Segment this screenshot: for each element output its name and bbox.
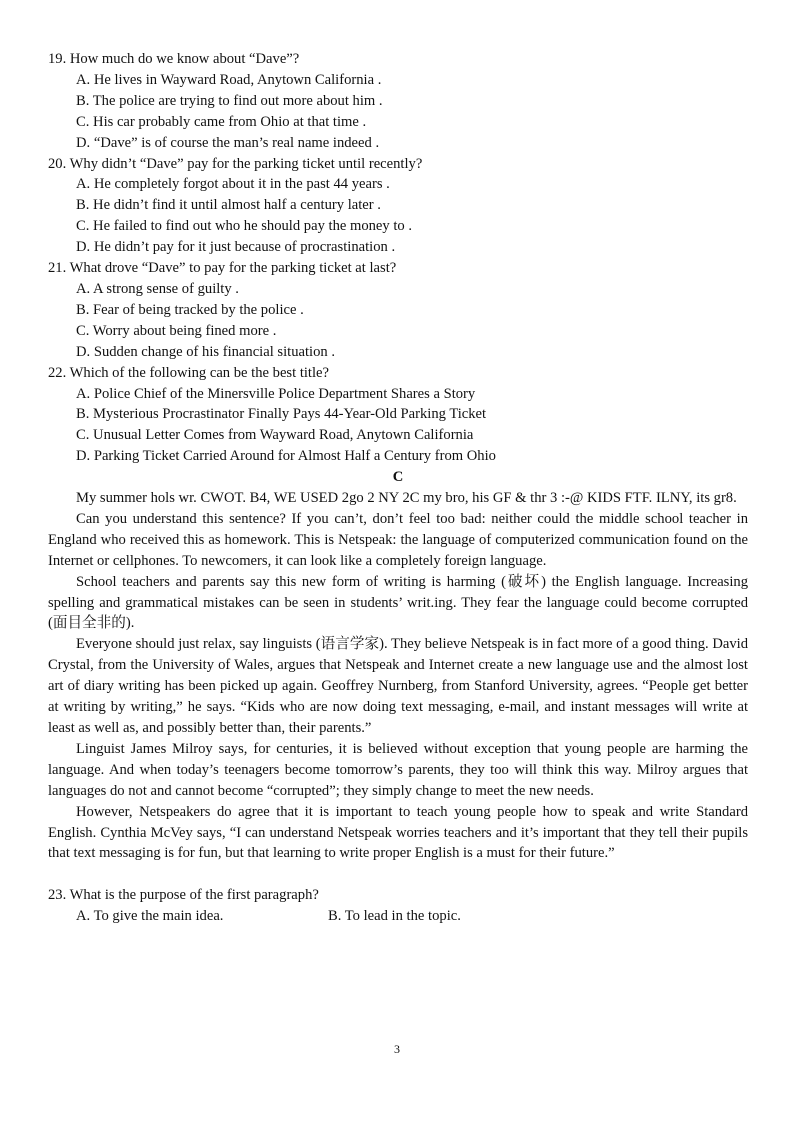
option-c: C. His car probably came from Ohio at that time . — [76, 113, 367, 130]
question-22 — [48, 363, 748, 468]
passage-paragraph: However, Netspeakers do agree that it is important to teach young people how to speak and write Standard English. Cynthia McVey says, “I can understand Netspeak worries teachers and it’s important that they tell their pupils that text messaging is for fun, but that learning to write proper English is a must for their future.” — [48, 803, 748, 862]
option-d: D. Parking Ticket Carried Around for Almost Half a Century from Ohio — [76, 448, 496, 465]
passage-paragraph: Can you understand this sentence? If you can’t, don’t feel too bad: neither could the middle school teacher in England who received this as homework. This is Netspeak: the language of computerized communication found on the Internet or cellphones. To newcomers, it can look like a completely foreign language. — [48, 510, 748, 569]
option-d: D. “Dave” is of course the man’s real name indeed . — [76, 134, 380, 151]
question-19 — [48, 49, 748, 154]
question-20 — [48, 154, 748, 259]
question-23 — [48, 885, 748, 927]
option-b: B. He didn’t find it until almost half a century later . — [76, 197, 381, 214]
section-heading: C — [392, 469, 404, 486]
option-a: A. A strong sense of guilty . — [76, 280, 239, 297]
option-a: A. To give the main idea. — [76, 908, 224, 925]
question-stem: 21. What drove “Dave” to pay for the parking ticket at last? — [48, 260, 397, 277]
passage-paragraph: Linguist James Milroy says, for centuries, it is believed without exception that young people are harming the language. And when today’s teenagers become tomorrow’s parents, they too will think this way. Milroy argues that languages do not and cannot become “corrupted”; they simply change to meet the new needs. — [48, 740, 748, 799]
question-21 — [48, 258, 748, 363]
passage — [48, 488, 748, 864]
option-d: D. He didn’t pay for it just because of procrastination . — [76, 239, 396, 256]
passage-paragraph: Everyone should just relax, say linguists (语言学家). They believe Netspeak is in fact more of a good thing. David Crystal, from the University of Wales, argues that Netspeak and Internet create a new language use and the almost lost art of diary writing has been picked up again. Geoffrey Nurnberg, from Stanford University, agrees. “People get better at writing by writing,” he says. “Kids who are now doing text messaging, e-mail, and instant messages will write at least as well as, and possibly better than, their parents.” — [48, 636, 748, 736]
options-row — [48, 906, 748, 927]
option-b: B. To lead in the topic. — [328, 908, 461, 925]
question-stem: 22. Which of the following can be the best title? — [48, 364, 329, 381]
question-stem: 20. Why didn’t “Dave” pay for the parking ticket until recently? — [48, 155, 423, 172]
option-b: B. Mysterious Procrastinator Finally Pays 44-Year-Old Parking Ticket — [76, 406, 487, 423]
passage-paragraph: My summer hols wr. CWOT. B4, WE USED 2go 2 NY 2C my bro, his GF & thr 3 :-@ KIDS FTF. ILNY, its gr8. — [76, 490, 737, 507]
spacer — [48, 864, 748, 885]
option-d: D. Sudden change of his financial situation . — [76, 343, 335, 360]
option-b: B. Fear of being tracked by the police . — [76, 301, 304, 318]
option-a: A. Police Chief of the Minersville Police Department Shares a Story — [76, 385, 476, 402]
question-stem: 19. How much do we know about “Dave”? — [48, 51, 300, 67]
question-stem: 23. What is the purpose of the first paragraph? — [48, 887, 319, 904]
option-a: A. He completely forgot about it in the past 44 years . — [76, 176, 390, 193]
option-c: C. Worry about being fined more . — [76, 322, 277, 339]
option-a: A. He lives in Wayward Road, Anytown California . — [76, 71, 382, 88]
page-number: 3 — [394, 1042, 400, 1056]
option-c: C. Unusual Letter Comes from Wayward Road, Anytown California — [76, 427, 474, 444]
passage-paragraph: School teachers and parents say this new form of writing is harming (破坏) the English language. Increasing spelling and grammatical mistakes can be seen in students’ writ.ing. They fear the language could become corrupted (面目全非的). — [48, 573, 748, 632]
document-page — [48, 49, 748, 927]
option-c: C. He failed to find out who he should pay the money to . — [76, 218, 413, 235]
option-b: B. The police are trying to find out more about him . — [76, 92, 383, 109]
